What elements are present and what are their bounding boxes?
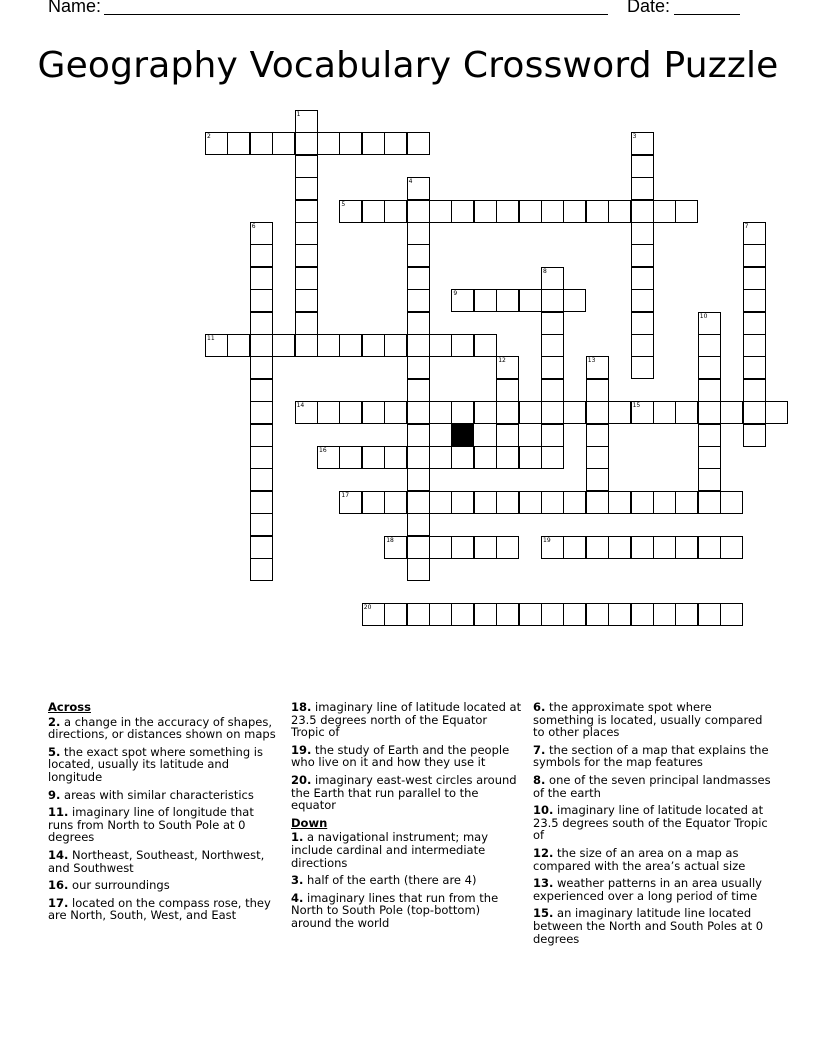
- crossword-cell[interactable]: [631, 356, 654, 379]
- crossword-cell[interactable]: [407, 513, 430, 536]
- crossword-cell[interactable]: [653, 536, 676, 559]
- clue-across-16: [48, 879, 280, 892]
- crossword-cell[interactable]: [384, 446, 407, 469]
- crossword-cell[interactable]: [317, 334, 340, 357]
- crossword-cell[interactable]: [519, 289, 542, 312]
- crossword-cell[interactable]: [519, 446, 542, 469]
- crossword-cell[interactable]: [407, 379, 430, 402]
- clue-text: a navigational instrument; may include cardinal and intermediate directions: [291, 830, 489, 870]
- crossword-cell[interactable]: [339, 132, 362, 155]
- crossword-cell[interactable]: [631, 536, 654, 559]
- crossword-cell[interactable]: [743, 424, 766, 447]
- clue-across-2: [48, 716, 280, 741]
- crossword-cell[interactable]: [407, 424, 430, 447]
- crossword-cell[interactable]: [250, 513, 273, 536]
- crossword-cell[interactable]: [295, 289, 318, 312]
- crossword-cell[interactable]: [541, 446, 564, 469]
- crossword-cell[interactable]: [250, 132, 273, 155]
- clue-text: our surroundings: [72, 878, 170, 893]
- crossword-cell[interactable]: [317, 401, 340, 424]
- crossword-cell[interactable]: [362, 401, 385, 424]
- clue-number: 9.: [48, 787, 61, 802]
- clue-down-8: [533, 774, 771, 799]
- crossword-cell[interactable]: [250, 244, 273, 267]
- crossword-cell[interactable]: [586, 491, 609, 514]
- crossword-cell[interactable]: [295, 222, 318, 245]
- crossword-cell[interactable]: [675, 536, 698, 559]
- crossword-cell[interactable]: [586, 536, 609, 559]
- crossword-cell[interactable]: [653, 401, 676, 424]
- across-heading: Across: [48, 700, 91, 714]
- crossword-cell[interactable]: [631, 267, 654, 290]
- crossword-cell[interactable]: [698, 446, 721, 469]
- clue-number-label: 6: [251, 223, 256, 230]
- crossword-cell[interactable]: [698, 536, 721, 559]
- clue-text: one of the seven principal landmasses of the earth: [533, 772, 771, 800]
- crossword-cell[interactable]: [250, 289, 273, 312]
- crossword-cell[interactable]: [429, 401, 452, 424]
- crossword-cell[interactable]: [631, 603, 654, 626]
- clue-text: an imaginary latitude line located between the North and South Poles at 0 degrees: [533, 906, 764, 946]
- crossword-cell[interactable]: [295, 155, 318, 178]
- crossword-cell[interactable]: [407, 536, 430, 559]
- crossword-cell[interactable]: [586, 200, 609, 223]
- crossword-cell[interactable]: [407, 356, 430, 379]
- crossword-cell[interactable]: [586, 603, 609, 626]
- clue-text: located on the compass rose, they are North, South, West, and East: [48, 895, 271, 923]
- clue-number-label: 19: [543, 536, 551, 544]
- crossword-cell[interactable]: [563, 200, 586, 223]
- crossword-cell[interactable]: [295, 267, 318, 290]
- clue-down-12: [533, 847, 771, 872]
- crossword-cell[interactable]: [586, 424, 609, 447]
- crossword-cell[interactable]: [541, 334, 564, 357]
- clue-number: 13.: [533, 876, 554, 891]
- crossword-cell[interactable]: [429, 334, 452, 357]
- clue-down-13: [533, 877, 771, 902]
- clue-number-label: 8: [543, 267, 547, 275]
- crossword-cell[interactable]: [272, 334, 295, 357]
- clue-across-14: [48, 849, 280, 874]
- crossword-cell[interactable]: [586, 468, 609, 491]
- clue-number: 2.: [48, 714, 61, 729]
- crossword-cell[interactable]: [250, 446, 273, 469]
- crossword-cell[interactable]: [541, 603, 564, 626]
- crossword-cell[interactable]: [563, 536, 586, 559]
- crossword-cell[interactable]: [743, 267, 766, 290]
- crossword-cell[interactable]: [586, 401, 609, 424]
- crossword-cell[interactable]: [250, 334, 273, 357]
- crossword-cell[interactable]: [451, 401, 474, 424]
- crossword-cell[interactable]: [317, 132, 340, 155]
- crossword-cell[interactable]: [362, 200, 385, 223]
- crossword-cell[interactable]: [250, 491, 273, 514]
- crossword-cell[interactable]: [720, 401, 743, 424]
- crossword-cell[interactable]: [250, 312, 273, 335]
- clue-number-label: 4: [408, 178, 413, 186]
- clue-down-15: [533, 907, 771, 945]
- crossword-cell[interactable]: [496, 536, 519, 559]
- crossword-cell[interactable]: [631, 312, 654, 335]
- clue-down-4: [291, 892, 523, 930]
- crossword-cell[interactable]: [362, 446, 385, 469]
- crossword-cell[interactable]: [451, 200, 474, 223]
- crossword-cell[interactable]: [250, 468, 273, 491]
- crossword-cell[interactable]: [227, 132, 250, 155]
- crossword-cell[interactable]: [496, 491, 519, 514]
- crossword-cell[interactable]: [631, 155, 654, 178]
- clue-text: the approximate spot where something is located, usually compared to other places: [533, 700, 763, 740]
- clue-number-label: 12: [498, 357, 506, 365]
- crossword-cell[interactable]: [541, 200, 564, 223]
- clue-across-9: [48, 789, 280, 802]
- crossword-cell[interactable]: [451, 491, 474, 514]
- date-label: Date:: [627, 0, 671, 16]
- crossword-cell[interactable]: [362, 132, 385, 155]
- crossword-cell[interactable]: [295, 177, 318, 200]
- crossword-cell[interactable]: [474, 200, 497, 223]
- clue-down-10: [533, 804, 771, 842]
- crossword-cell[interactable]: [451, 603, 474, 626]
- crossword-cell[interactable]: [384, 603, 407, 626]
- clue-text: half of the earth (there are 4): [307, 873, 477, 888]
- crossword-cell[interactable]: [675, 491, 698, 514]
- crossword-cell[interactable]: [608, 603, 631, 626]
- crossword-cell[interactable]: [496, 200, 519, 223]
- clue-text: imaginary line of longitude that runs from North to South Pole at 0 degrees: [48, 805, 254, 845]
- crossword-cell[interactable]: [384, 132, 407, 155]
- crossword-cell[interactable]: [250, 267, 273, 290]
- crossword-cell[interactable]: [541, 401, 564, 424]
- crossword-cell[interactable]: [541, 491, 564, 514]
- crossword-cell[interactable]: [429, 603, 452, 626]
- crossword-cell[interactable]: [362, 491, 385, 514]
- crossword-cell[interactable]: [608, 491, 631, 514]
- clue-number-label: 16: [319, 447, 327, 454]
- crossword-cell[interactable]: [743, 244, 766, 267]
- crossword-cell[interactable]: [519, 401, 542, 424]
- clue-text: Northeast, Southeast, Northwest, and Southwest: [48, 847, 265, 875]
- crossword-cell[interactable]: [631, 289, 654, 312]
- crossword-cell[interactable]: [407, 244, 430, 267]
- crossword-cell[interactable]: [631, 334, 654, 357]
- crossword-cell[interactable]: [429, 200, 452, 223]
- crossword-cell[interactable]: [586, 379, 609, 402]
- clue-number: 11.: [48, 805, 69, 820]
- clue-number: 3.: [291, 873, 304, 888]
- clue-text: the size of an area on a map as compared with the area’s actual size: [533, 845, 746, 873]
- crossword-cell[interactable]: [743, 334, 766, 357]
- clue-text: the study of Earth and the people who live on it and how they use it: [291, 742, 510, 770]
- crossword-cell[interactable]: [541, 379, 564, 402]
- clue-across-17: [48, 897, 280, 922]
- crossword-cell[interactable]: [407, 267, 430, 290]
- crossword-cell[interactable]: [698, 379, 721, 402]
- crossword-cell[interactable]: [631, 491, 654, 514]
- crossword-cell[interactable]: [519, 491, 542, 514]
- clue-number: 15.: [533, 906, 554, 921]
- crossword-cell[interactable]: [407, 491, 430, 514]
- clue-across-19: [291, 744, 523, 769]
- clue-down-3: [291, 874, 523, 887]
- clue-number-label: 13: [587, 357, 596, 365]
- crossword-cell[interactable]: [653, 491, 676, 514]
- crossword-cell[interactable]: [586, 446, 609, 469]
- crossword-cell[interactable]: [496, 401, 519, 424]
- crossword-cell[interactable]: [496, 424, 519, 447]
- crossword-cell[interactable]: [765, 401, 788, 424]
- clues-column-2: [291, 701, 523, 935]
- blocked-cell: [451, 424, 474, 447]
- clue-number-label: 17: [341, 491, 350, 499]
- crossword-cell[interactable]: [384, 401, 407, 424]
- crossword-cell[interactable]: [339, 334, 362, 357]
- crossword-cell[interactable]: [384, 491, 407, 514]
- crossword-cell[interactable]: [272, 132, 295, 155]
- crossword-cell[interactable]: [407, 312, 430, 335]
- clue-number: 7.: [533, 742, 546, 757]
- clue-number-label: 14: [296, 402, 305, 410]
- clue-number: 19.: [291, 742, 312, 757]
- crossword-cell[interactable]: [384, 200, 407, 223]
- crossword-cell[interactable]: [743, 379, 766, 402]
- clue-down-6: [533, 701, 771, 739]
- crossword-cell[interactable]: [519, 200, 542, 223]
- crossword-cell[interactable]: [451, 446, 474, 469]
- crossword-cell[interactable]: [608, 401, 631, 424]
- crossword-cell[interactable]: [541, 289, 564, 312]
- clue-text: imaginary line of latitude located at 23.5 degrees north of the Equator Tropic of: [291, 700, 522, 740]
- clue-number: 1.: [291, 830, 304, 845]
- clue-number: 10.: [533, 803, 554, 818]
- clue-text: the exact spot where something is located, usually its latitude and longitude: [48, 744, 263, 784]
- clue-number-label: 1: [296, 111, 301, 118]
- clue-across-5: [48, 746, 280, 784]
- crossword-cell[interactable]: [227, 334, 250, 357]
- crossword-cell[interactable]: [743, 312, 766, 335]
- crossword-cell[interactable]: [407, 558, 430, 581]
- crossword-cell[interactable]: [429, 536, 452, 559]
- crossword-cell[interactable]: [407, 334, 430, 357]
- crossword-cell[interactable]: [407, 401, 430, 424]
- crossword-cell[interactable]: [474, 334, 497, 357]
- crossword-cell[interactable]: [698, 468, 721, 491]
- clue-number: 16.: [48, 878, 69, 893]
- crossword-cell[interactable]: [698, 603, 721, 626]
- crossword-cell[interactable]: [653, 200, 676, 223]
- crossword-cell[interactable]: [720, 536, 743, 559]
- clue-text: weather patterns in an area usually experienced over a long period of time: [533, 876, 762, 903]
- crossword-cell[interactable]: [407, 603, 430, 626]
- clue-text: areas with similar characteristics: [64, 787, 254, 802]
- clue-number: 14.: [48, 847, 69, 862]
- clue-number-label: 2: [207, 133, 211, 141]
- clues-column-1: [48, 701, 280, 927]
- crossword-cell[interactable]: [541, 356, 564, 379]
- crossword-cell[interactable]: [429, 446, 452, 469]
- clue-number-label: 3: [632, 133, 637, 141]
- page-title: Geography Vocabulary Crossword Puzzle: [37, 45, 779, 86]
- crossword-cell[interactable]: [496, 603, 519, 626]
- crossword-cell[interactable]: [295, 132, 318, 155]
- crossword-cell[interactable]: [675, 200, 698, 223]
- crossword-cell[interactable]: [631, 222, 654, 245]
- crossword-cell[interactable]: [743, 356, 766, 379]
- clue-number: 4.: [291, 890, 304, 905]
- crossword-cell[interactable]: [407, 222, 430, 245]
- clue-text: a change in the accuracy of shapes, directions, or distances shown on maps: [48, 714, 276, 742]
- crossword-cell[interactable]: [698, 491, 721, 514]
- crossword-cell[interactable]: [474, 491, 497, 514]
- crossword-cell[interactable]: [407, 289, 430, 312]
- crossword-cell[interactable]: [563, 491, 586, 514]
- crossword-cell[interactable]: [496, 446, 519, 469]
- clue-text: imaginary line of latitude located at 23.5 degrees south of the Equator Tropic of: [533, 803, 768, 843]
- crossword-cell[interactable]: [519, 603, 542, 626]
- name-label: Name:: [48, 0, 102, 16]
- crossword-cell[interactable]: [675, 401, 698, 424]
- clue-number-label: 20: [363, 603, 372, 611]
- crossword-cell[interactable]: [407, 132, 430, 155]
- crossword-cell[interactable]: [720, 491, 743, 514]
- crossword-cell[interactable]: [250, 536, 273, 559]
- crossword-cell[interactable]: [743, 289, 766, 312]
- crossword-cell[interactable]: [474, 536, 497, 559]
- crossword-cell[interactable]: [541, 312, 564, 335]
- clue-across-18: [291, 701, 523, 739]
- crossword-cell[interactable]: [698, 424, 721, 447]
- crossword-cell[interactable]: [362, 334, 385, 357]
- clue-down-1: [291, 831, 523, 869]
- clue-number-label: 10: [699, 312, 708, 320]
- crossword-cell[interactable]: [608, 200, 631, 223]
- crossword-cell[interactable]: [743, 401, 766, 424]
- crossword-cell[interactable]: [563, 603, 586, 626]
- clue-number-label: 7: [744, 223, 749, 230]
- crossword-cell[interactable]: [608, 536, 631, 559]
- crossword-cell[interactable]: [698, 401, 721, 424]
- crossword-cell[interactable]: [451, 334, 474, 357]
- clue-number-label: 9: [453, 290, 458, 298]
- crossword-cell[interactable]: [429, 491, 452, 514]
- crossword-cell[interactable]: [451, 536, 474, 559]
- clue-number-label: 15: [632, 402, 641, 410]
- crossword-cell[interactable]: [563, 401, 586, 424]
- clue-number: 5.: [48, 744, 61, 759]
- crossword-cell[interactable]: [295, 244, 318, 267]
- crossword-cell[interactable]: [339, 401, 362, 424]
- crossword-cell[interactable]: [496, 289, 519, 312]
- down-heading: Down: [291, 815, 328, 830]
- crossword-cell[interactable]: [250, 379, 273, 402]
- crossword-cell[interactable]: [720, 603, 743, 626]
- clue-text: imaginary lines that run from the North to South Pole (top-bottom) around the world: [291, 890, 499, 930]
- clue-number-label: 11: [207, 335, 215, 342]
- crossword-cell[interactable]: [384, 334, 407, 357]
- crossword-cell[interactable]: [250, 356, 273, 379]
- crossword-cell[interactable]: [474, 401, 497, 424]
- crossword-cell[interactable]: [339, 446, 362, 469]
- clue-text: imaginary east-west circles around the Earth that run parallel to the equator: [291, 772, 517, 813]
- crossword-cell[interactable]: [698, 334, 721, 357]
- clue-text: the section of a map that explains the symbols for the map features: [533, 742, 769, 770]
- crossword-cell[interactable]: [295, 200, 318, 223]
- clue-number: 20.: [291, 772, 312, 787]
- crossword-cell[interactable]: [563, 289, 586, 312]
- clue-number: 6.: [533, 700, 546, 714]
- crossword-cell[interactable]: [496, 379, 519, 402]
- clue-number-label: 18: [386, 536, 394, 544]
- crossword-cell[interactable]: [474, 289, 497, 312]
- clue-across-20: [291, 774, 523, 812]
- crossword-cell[interactable]: [474, 603, 497, 626]
- crossword-cell[interactable]: [407, 446, 430, 469]
- crossword-cell[interactable]: [407, 200, 430, 223]
- crossword-cell[interactable]: [631, 244, 654, 267]
- clues-column-3: [533, 701, 771, 950]
- crossword-cell[interactable]: [631, 200, 654, 223]
- crossword-cell[interactable]: [250, 558, 273, 581]
- crossword-cell[interactable]: [653, 603, 676, 626]
- crossword-cell[interactable]: [295, 312, 318, 335]
- clue-number: 8.: [533, 772, 546, 787]
- clue-number-label: 5: [341, 200, 346, 208]
- clue-number: 18.: [291, 700, 312, 714]
- crossword-cell[interactable]: [250, 401, 273, 424]
- crossword-cell[interactable]: [407, 468, 430, 491]
- crossword-cell[interactable]: [675, 603, 698, 626]
- crossword-cell[interactable]: [698, 356, 721, 379]
- crossword-cell[interactable]: [474, 446, 497, 469]
- clue-across-11: [48, 806, 280, 844]
- clue-down-7: [533, 744, 771, 769]
- crossword-cell[interactable]: [631, 177, 654, 200]
- crossword-cell[interactable]: [295, 334, 318, 357]
- crossword-cell[interactable]: [250, 424, 273, 447]
- clue-number: 12.: [533, 845, 554, 860]
- crossword-cell[interactable]: [541, 424, 564, 447]
- clue-number: 17.: [48, 895, 69, 910]
